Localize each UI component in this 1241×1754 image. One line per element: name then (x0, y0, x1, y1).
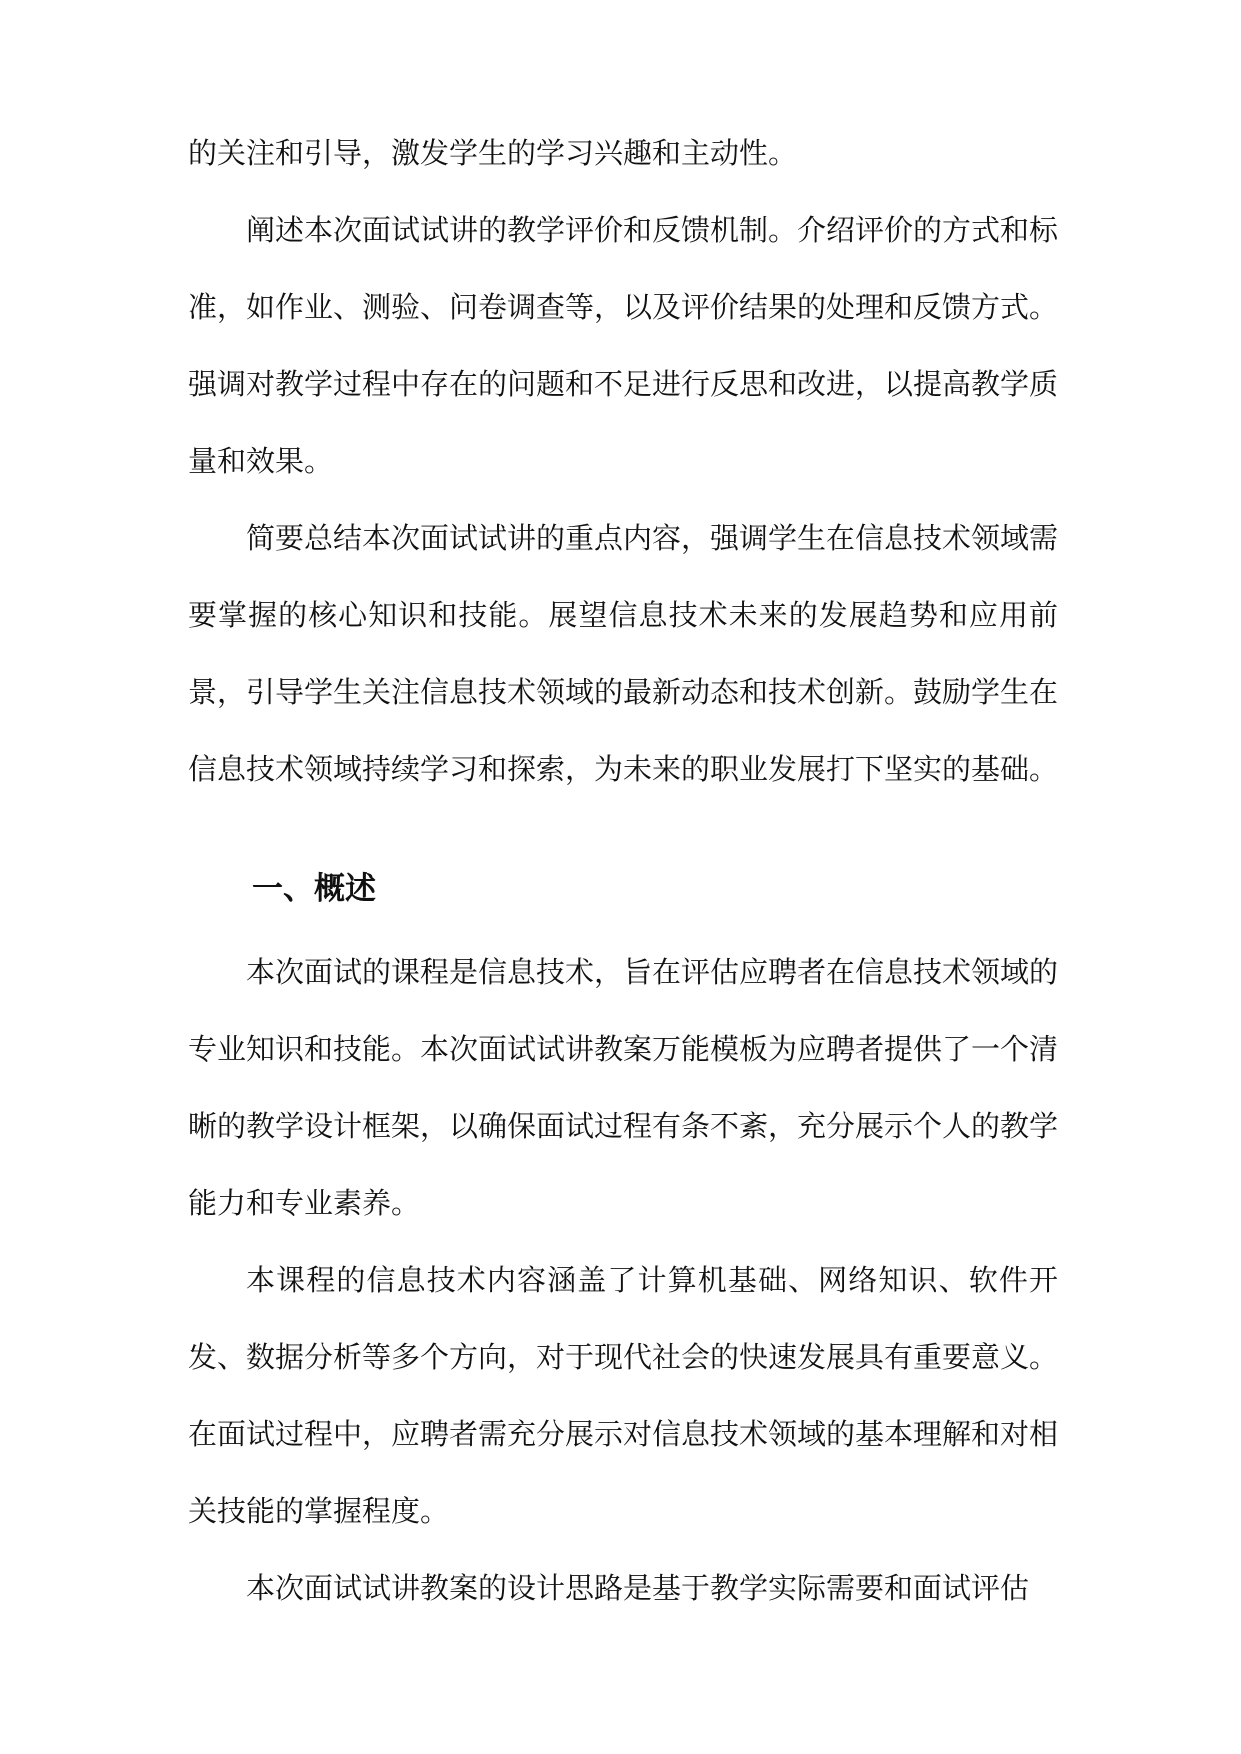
paragraph-summary: 简要总结本次面试试讲的重点内容，强调学生在信息技术领域需要掌握的核心知识和技能。展望信息技术未来的发展趋势和应用前景，引导学生关注信息技术领域的最新动态和技术创新。鼓励学生在信息技术领域持续学习和探索，为未来的职业发展打下坚实的基础。 (188, 521, 1059, 786)
document-body (188, 115, 1058, 1627)
paragraph-overview-3: 本次面试试讲教案的设计思路是基于教学实际需要和面试评估 (246, 1571, 1030, 1605)
paragraph-evaluation: 阐述本次面试试讲的教学评价和反馈机制。介绍评价的方式和标准，如作业、测验、问卷调查等，以及评价结果的处理和反馈方式。强调对教学过程中存在的问题和不足进行反思和改进，以提高教学质量和效果。 (188, 213, 1059, 478)
paragraph-overview-2: 本课程的信息技术内容涵盖了计算机基础、网络知识、软件开发、数据分析等多个方向，对于现代社会的快速发展具有重要意义。在面试过程中，应聘者需充分展示对信息技术领域的基本理解和对相关技能的掌握程度。 (188, 1263, 1059, 1528)
section-heading: 一、概述 (252, 871, 376, 907)
spacer (188, 808, 1058, 844)
paragraph-continuation: 的关注和引导，激发学生的学习兴趣和主动性。 (188, 136, 798, 170)
paragraph-overview-1: 本次面试的课程是信息技术，旨在评估应聘者在信息技术领域的专业知识和技能。本次面试试讲教案万能模板为应聘者提供了一个清晰的教学设计框架，以确保面试过程有条不紊，充分展示个人的教学能力和专业素养。 (188, 955, 1059, 1220)
